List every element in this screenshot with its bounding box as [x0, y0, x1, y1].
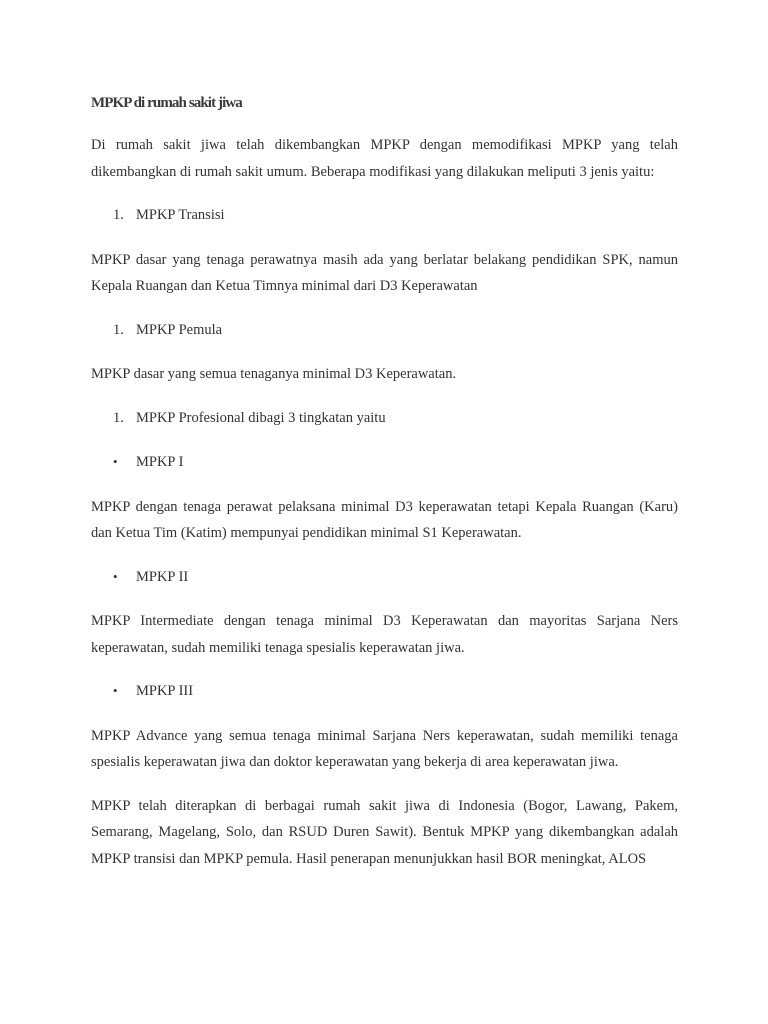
document-body [91, 90, 678, 889]
bullet-marker: • [113, 683, 118, 698]
list-item-text: MPKP Profesional dibagi 3 tingkatan yaitu [136, 409, 386, 426]
paragraph: MPKP telah diterapkan di berbagai rumah sakit jiwa di Indonesia (Bogor, Lawang, Pakem, Semarang, Magelang, Solo, dan RSUD Duren Sawit). Bentuk MPKP yang dikembangkan adalah MPKP transisi dan MPKP pemula. Hasil penerapan menunjukkan hasil BOR meningkat, ALOS [91, 797, 678, 867]
paragraph: MPKP Intermediate dengan tenaga minimal D3 Keperawatan dan mayoritas Sarjana Ners keperawatan, sudah memiliki tenaga spesialis keperawatan jiwa. [91, 613, 678, 656]
bullet-list-item [91, 449, 678, 476]
list-number: 1. [113, 207, 124, 223]
list-item-text: MPKP I [136, 454, 184, 470]
paragraph: MPKP dasar yang tenaga perawatnya masih ada yang berlatar belakang pendidikan SPK, namun Kepala Ruangan dan Ketua Timnya minimal dari D3 Keperawatan [91, 251, 678, 294]
document-heading: MPKP di rumah sakit jiwa [91, 95, 242, 111]
bullet-list-item [91, 678, 678, 705]
paragraph: MPKP dengan tenaga perawat pelaksana minimal D3 keperawatan tetapi Kepala Ruangan (Karu) dan Ketua Tim (Katim) mempunyai pendidikan minimal S1 Keperawatan. [91, 498, 678, 541]
numbered-list-item [91, 202, 678, 229]
bullet-list-item [91, 564, 678, 591]
document-blocks [91, 132, 678, 872]
paragraph: MPKP dasar yang semua tenaganya minimal D3 Keperawatan. [91, 366, 457, 382]
list-item-text: MPKP Pemula [136, 321, 223, 338]
list-item-text: MPKP III [136, 683, 194, 699]
bullet-marker: • [113, 568, 118, 584]
list-number: 1. [113, 409, 124, 426]
list-item-text: MPKP II [136, 568, 189, 585]
bullet-marker: • [113, 454, 118, 469]
paragraph: MPKP Advance yang semua tenaga minimal Sarjana Ners keperawatan, sudah memiliki tenaga spesialis keperawatan jiwa dan doktor keperawatan yang bekerja di area keperawatan jiwa. [91, 727, 678, 770]
numbered-list-item [91, 317, 678, 344]
numbered-list-item [91, 405, 678, 432]
paragraph: Di rumah sakit jiwa telah dikembangkan MPKP dengan memodifikasi MPKP yang telah dikembangkan di rumah sakit umum. Beberapa modifikasi yang dilakukan meliputi 3 jenis yaitu: [91, 137, 678, 180]
list-item-text: MPKP Transisi [136, 207, 225, 223]
list-number: 1. [113, 321, 124, 338]
